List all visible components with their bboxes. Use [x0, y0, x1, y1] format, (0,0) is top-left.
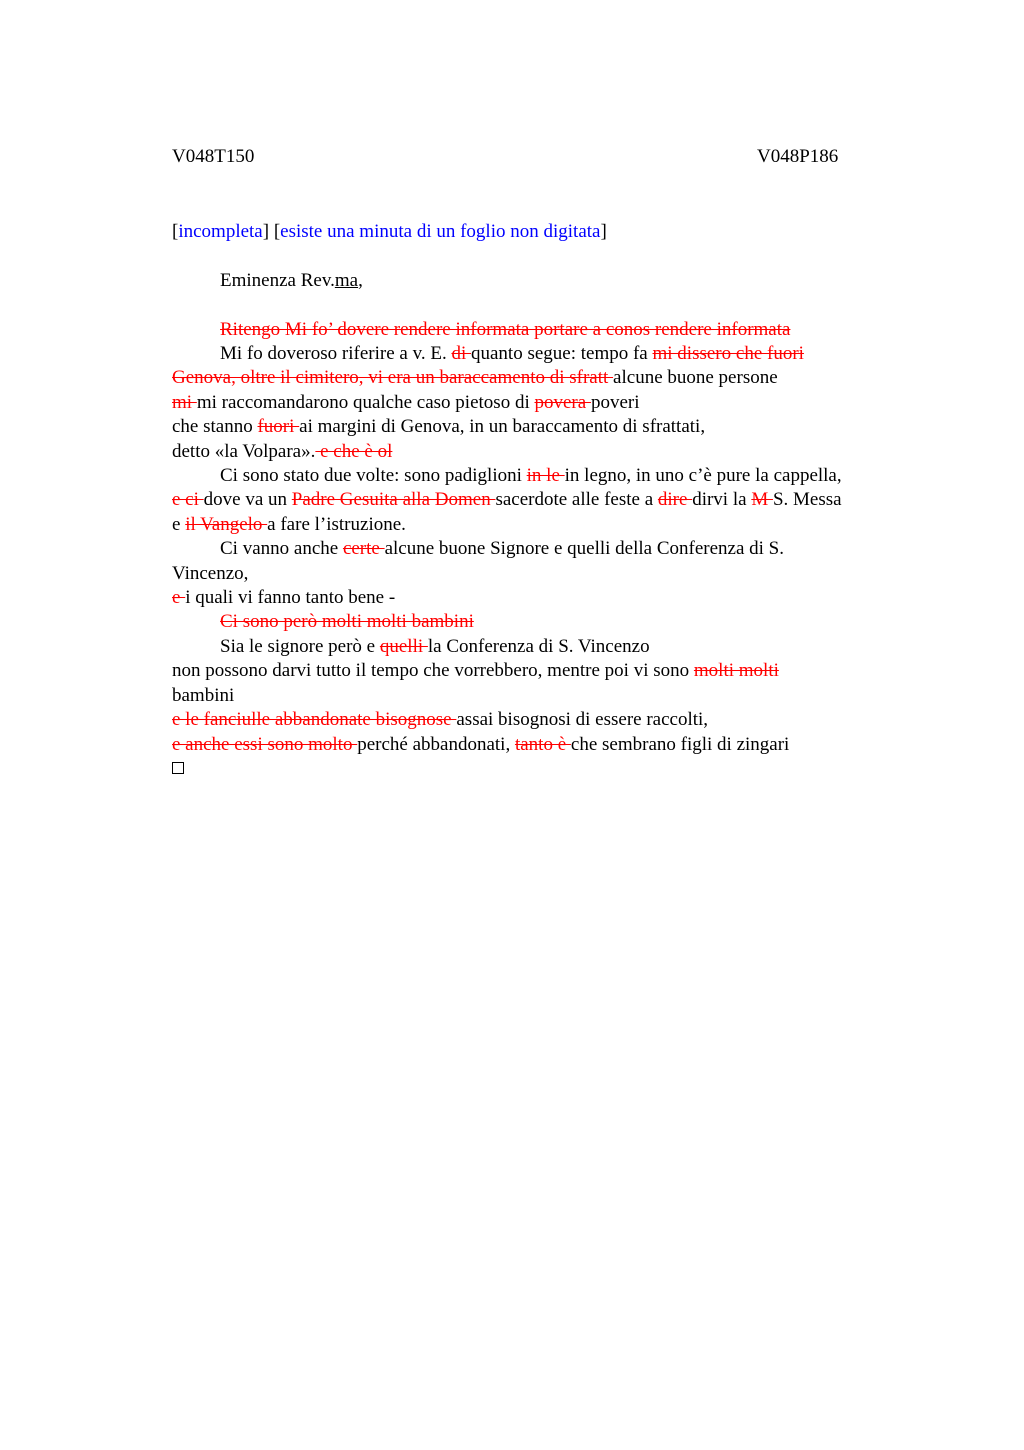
letter-lines — [172, 318, 912, 757]
text-segment: che sembrano figli di zingari — [570, 733, 790, 755]
bracket: ] — [262, 221, 274, 242]
deleted-text: quelli — [379, 635, 428, 657]
note-minuta: esiste una minuta di un foglio non digitata — [280, 221, 601, 242]
text-line — [172, 488, 912, 512]
text-segment: Mi fo doveroso riferire a v. E. — [220, 343, 452, 364]
text-segment: mi raccomandarono qualche caso pietoso di — [196, 391, 535, 413]
salutation-comma: , — [358, 269, 363, 291]
text-segment: Ci sono stato due volte: sono padiglioni — [220, 465, 527, 487]
bracket: ] — [600, 221, 607, 242]
text-segment: la Conferenza di S. Vincenzo — [427, 635, 650, 657]
note-incompleta: incompleta — [178, 221, 263, 242]
deleted-text: e ci — [172, 489, 204, 511]
text-line — [172, 635, 912, 659]
document-code-left: V048T150 — [172, 146, 255, 167]
text-segment: sacerdote alle feste a — [495, 489, 658, 511]
deleted-text: certe — [342, 538, 385, 560]
text-segment: dove va un — [203, 489, 292, 511]
deleted-text: e che è ol — [315, 440, 393, 462]
spacer — [172, 293, 912, 317]
deleted-text: mi dissero che fuori — [652, 343, 804, 364]
text-line — [172, 440, 912, 464]
text-segment: alcune buone persone — [613, 367, 778, 389]
salutation-text: Eminenza Rev. — [220, 269, 335, 291]
text-segment: perché abbandonati, — [357, 733, 515, 755]
text-line — [172, 464, 912, 488]
text-line — [172, 537, 912, 561]
deleted-text: Ritengo Mi fo’ dovere rendere informata portare a conos rendere informata — [220, 318, 791, 340]
deleted-text: dire — [657, 489, 693, 511]
text-segment: che stanno — [172, 416, 258, 438]
text-segment: bambini — [172, 684, 235, 706]
deleted-text: fuori — [257, 416, 300, 438]
text-segment: non possono darvi tutto il tempo che vorrebbero, mentre poi vi sono — [172, 660, 694, 682]
text-segment: Sia le signore però e — [220, 635, 380, 657]
text-segment: Vincenzo, — [172, 562, 249, 584]
text-segment: in legno, in uno c’è pure la cappella, — [564, 465, 842, 487]
checkbox-icon — [172, 762, 184, 774]
text-line — [172, 562, 912, 586]
text-line — [172, 684, 912, 708]
text-segment: S. Messa — [772, 489, 842, 511]
text-segment: a fare l’istruzione. — [267, 513, 406, 535]
text-line — [172, 342, 912, 366]
deleted-text: povera — [534, 391, 591, 413]
end-marker — [172, 757, 912, 781]
text-line — [172, 513, 912, 537]
editorial-notes — [172, 220, 912, 244]
text-line — [172, 366, 912, 390]
bracket: [ — [172, 221, 179, 242]
deleted-text: e le fanciulle abbandonate bisognose — [172, 709, 457, 731]
deleted-text: mi — [172, 391, 197, 413]
text-line — [172, 733, 912, 757]
letter-body — [172, 220, 912, 781]
deleted-text: in le — [526, 465, 565, 487]
text-line — [172, 586, 912, 610]
deleted-text: e — [172, 587, 186, 609]
deleted-text: Genova, oltre il cimitero, vi era un baraccamento di sfratt — [172, 367, 614, 389]
text-segment: quanto segue: tempo fa — [470, 343, 653, 364]
text-segment: poveri — [590, 391, 640, 413]
text-line — [172, 610, 912, 634]
text-segment: dirvi la — [692, 489, 752, 511]
salutation — [172, 269, 912, 293]
text-line — [172, 659, 912, 683]
deleted-text: e anche essi sono molto — [172, 733, 358, 755]
text-segment: e — [172, 513, 186, 535]
text-segment: alcune buone Signore e quelli della Conferenza di S. — [384, 538, 784, 560]
text-segment: Ci vanno anche — [220, 538, 343, 560]
text-segment: ai margini di Genova, in un baraccamento di sfrattati, — [299, 416, 706, 438]
deleted-text: il Vangelo — [185, 513, 268, 535]
document-code-right: V048P186 — [757, 146, 839, 167]
text-segment: detto «la Volpara». — [172, 440, 316, 462]
text-line — [172, 391, 912, 415]
deleted-text: molti molti — [693, 660, 779, 682]
text-line — [172, 415, 912, 439]
deleted-text: M — [751, 489, 773, 511]
spacer — [172, 244, 912, 268]
text-segment: assai bisognosi di essere raccolti, — [456, 709, 709, 731]
salutation-abbrev: ma — [334, 269, 359, 291]
deleted-text: Padre Gesuita alla Domen — [291, 489, 496, 511]
text-segment: i quali vi fanno tanto bene - — [185, 587, 396, 609]
text-line — [172, 708, 912, 732]
text-line — [172, 318, 912, 342]
bracket: [ — [273, 221, 281, 242]
deleted-text: Ci sono però molti molti bambini — [220, 611, 474, 633]
deleted-text: tanto è — [514, 733, 571, 755]
deleted-text: di — [451, 343, 471, 364]
